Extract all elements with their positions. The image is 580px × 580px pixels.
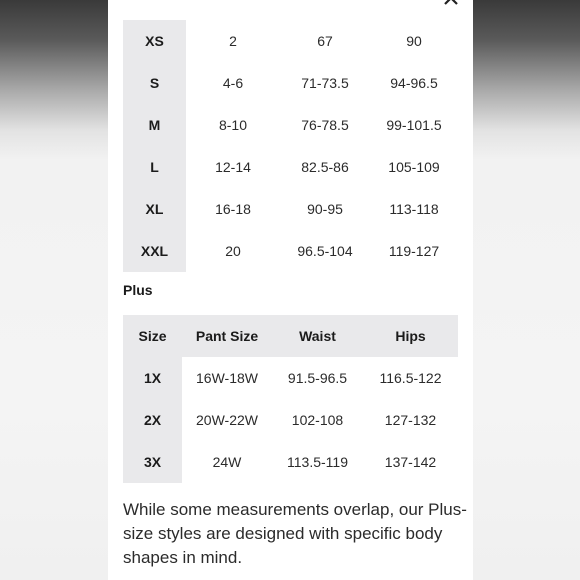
size-chart-sheet <box>108 0 473 580</box>
table-row <box>123 62 458 104</box>
close-icon[interactable] <box>441 0 463 10</box>
column-header: Pant Size <box>195 328 259 344</box>
table-cell: 12-14 <box>215 159 251 175</box>
fit-note: While some measurements overlap, our Plus-size styles are designed with specific body shapes in mind. <box>123 500 467 567</box>
table-cell: 24W <box>212 454 242 470</box>
table-row <box>123 230 458 272</box>
size-label: M <box>123 104 186 146</box>
table-cell: 137-142 <box>384 454 437 470</box>
column-header: Size <box>138 328 167 344</box>
table-cell: 127-132 <box>384 412 437 428</box>
size-label: XXL <box>123 230 186 272</box>
size-label: XS <box>123 20 186 62</box>
section-title-plus: Plus <box>123 282 153 298</box>
background-photo-left <box>0 0 108 580</box>
table-cell: 102-108 <box>291 412 344 428</box>
table-row <box>123 399 458 441</box>
table-cell: 82.5-86 <box>301 159 349 175</box>
table-row <box>123 188 458 230</box>
size-label: 3X <box>123 441 182 483</box>
table-cell: 16W-18W <box>196 370 258 386</box>
table-cell: 113.5-119 <box>287 454 348 470</box>
size-table <box>123 20 458 272</box>
table-row <box>123 441 458 483</box>
table-cell: 71-73.5 <box>301 75 349 91</box>
table-cell: 105-109 <box>388 159 440 175</box>
table-cell: 67 <box>317 33 333 49</box>
table-cell: 116.5-122 <box>379 370 442 386</box>
size-label: 2X <box>123 399 182 441</box>
table-cell: 16-18 <box>215 201 251 217</box>
size-label: 1X <box>123 357 182 399</box>
background-photo-right <box>473 0 580 580</box>
table-cell: 20W-22W <box>196 412 258 428</box>
size-label: L <box>123 146 186 188</box>
plus-size-table <box>123 315 458 483</box>
size-label: XL <box>123 188 186 230</box>
size-label: S <box>123 62 186 104</box>
table-cell: 113-118 <box>389 201 439 217</box>
table-cell: 76-78.5 <box>301 117 349 133</box>
table-row <box>123 146 458 188</box>
table-cell: 20 <box>225 243 241 259</box>
table-cell: 90 <box>406 33 422 49</box>
table-row <box>123 104 458 146</box>
table-row <box>123 357 458 399</box>
table-cell: 99-101.5 <box>386 117 442 133</box>
column-header: Hips <box>395 328 426 344</box>
column-header: Waist <box>299 328 336 344</box>
table-cell: 91.5-96.5 <box>287 370 348 386</box>
table-cell: 90-95 <box>307 201 343 217</box>
table-cell: 4-6 <box>222 75 244 91</box>
table-cell: 2 <box>229 33 237 49</box>
table-cell: 119-127 <box>388 243 440 259</box>
table-cell: 96.5-104 <box>297 243 353 259</box>
table-row <box>123 20 458 62</box>
table-cell: 94-96.5 <box>390 75 438 91</box>
table-cell: 8-10 <box>218 117 248 133</box>
table-header-row <box>123 315 458 357</box>
